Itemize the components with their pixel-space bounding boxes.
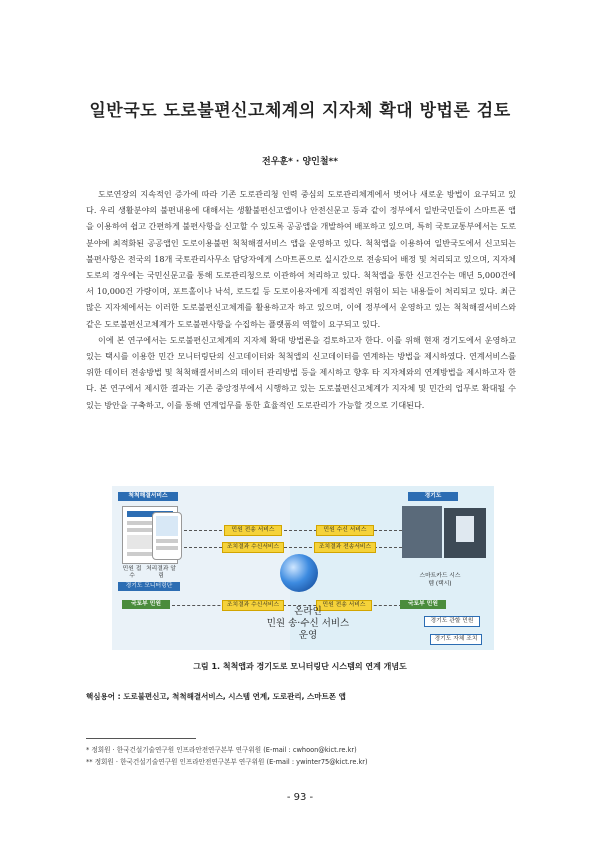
page-number: - 93 - bbox=[286, 792, 314, 803]
right-self-box: 경기도 자체 조치 bbox=[430, 634, 482, 645]
right-manage-box: 경기도 관할 민원 bbox=[424, 616, 480, 627]
arrow-row-2 bbox=[184, 547, 412, 548]
authors: 전우훈* · 양인철** bbox=[262, 157, 338, 167]
footnote-1: * 정회원 · 한국건설기술연구원 인프라안전연구본부 연구위원 (E-mail : cwhoon@kict.re.kr) bbox=[86, 746, 357, 754]
arrow3-right-label: 민원 전송 서비스 bbox=[316, 600, 372, 611]
footnote-divider bbox=[86, 738, 196, 739]
left-header: 척척해결서비스 bbox=[118, 492, 178, 501]
paragraph-2: 이에 본 연구에서는 도로불편신고체계의 지자체 확대 방법론을 검토하고자 한다. 이를 위해 현재 경기도에서 운영하고 있는 택시를 이용한 민간 모니터링단의 신고데이터와 척척앱의 신고데이터를 연계하는 방법을 제시하였다. 연계서비스를 위한 데이터 전송방법 및 척척해결서비스의 데이터 관리방법 등을 제시하고 향후 타 지자체와의 연계방법을 제시하고자 한다. 본 연구에서 제시한 결과는 기존 중앙정부에서 시행하고 있는 도로불편신고체계가 지자체 및 민간의 업무로 확대될 수 있는 방안을 구축하고, 이를 통해 연계업무를 통한 효율적인 도로관리가 가능할 것으로 기대된다. bbox=[86, 334, 516, 410]
arrow2-right-label: 조치결과 전송서비스 bbox=[314, 542, 376, 553]
arrow1-right-label: 민원 수신 서비스 bbox=[316, 525, 374, 536]
online-line-1: 온라인 bbox=[294, 606, 322, 617]
online-line-3: 운영 bbox=[298, 630, 318, 641]
globe-icon bbox=[280, 554, 318, 592]
label-result: 처리결과 알림 bbox=[146, 566, 176, 579]
figure-1 bbox=[112, 486, 494, 650]
keywords: 핵심용어 : 도로불편신고, 척척해결서비스, 시스템 연계, 도로관리, 스마트폰 앱 bbox=[86, 692, 346, 701]
online-line-2: 민원 송·수신 서비스 bbox=[266, 618, 350, 629]
device-screen bbox=[456, 516, 474, 542]
arrow2-left-label: 조치결과 수신서비스 bbox=[222, 542, 284, 553]
arrow3-left-label: 조치결과 수신서비스 bbox=[222, 600, 284, 611]
left-monitor-label: 경기도 모니터링단 bbox=[118, 582, 180, 591]
paragraph-1: 도로연장의 지속적인 증가에 따라 기존 도로관리청 인력 중심의 도로관리체계에서 벗어나 새로운 방법이 요구되고 있다. 우리 생활분야의 불편내용에 대해서는 생활불편신고앱이나 안전신문고 등과 같이 정부에서 일반국민들이 스마트폰 앱을 이용하여 쉽고 간편하게 불편사항을 신고할 수 있도록 공공앱을 개발하여 배포하고 있으며, 특히 국토교통부에서는 도로분야에 최적화된 공공앱인 도로이용불편 척척해결서비스 앱을 운영하고 있다. 척척앱을 이용하여 일반국도에서 신고되는 불편사항은 전국의 18개 국토관리사무소 담당자에게 스마트폰으로 실시간으로 전송되어 배정 및 처리되고 있으며, 지자체 도로의 경우에는 국민신문고를 통해 도로관리청으로 이관하여 처리하고 있다. 척척앱을 통한 신고건수는 매년 5,000건에서 10,000건 가량이며, 포트홀이나 낙석, 로드킬 등 도로이용자에게 직접적인 위험이 되는 내용들이 처리되고 있다. 최근 많은 지자체에서는 이러한 도로불편신고체계를 활용하고자 하고 있으며, 이에 정부에서 운영하고 있는 척척해결서비스와 같은 도로불편신고체계가 도로불편사항을 수집하는 플랫폼의 역할이 요구되고 있다. bbox=[86, 189, 516, 329]
footnote-2: ** 정회원 · 한국건설기술연구원 인프라안전연구본부 연구위원 (E-mail : ywinter75@kict.re.kr) bbox=[86, 758, 368, 766]
abstract-body bbox=[86, 186, 516, 413]
phone-app-screenshot-2 bbox=[152, 512, 182, 560]
right-ministry-box: 국토부 민원 bbox=[400, 600, 446, 609]
arrow-row-1 bbox=[184, 530, 412, 531]
left-ministry-box: 국토부 민원 bbox=[122, 600, 170, 609]
paper-title: 일반국도 도로불편신고체계의 지자체 확대 방법론 검토 bbox=[89, 101, 511, 121]
online-service-label bbox=[248, 606, 368, 642]
taxi-photo bbox=[402, 506, 442, 558]
right-header: 경기도 bbox=[408, 492, 458, 501]
arrow1-left-label: 민원 전송 서비스 bbox=[224, 525, 282, 536]
smartcard-system-label: 스마트카드 시스템 (택시) bbox=[419, 573, 461, 587]
label-receive: 민원 접수 bbox=[122, 566, 142, 579]
figure-caption: 그림 1. 척척앱과 경기도로 모니터링단 시스템의 연계 개념도 bbox=[193, 662, 407, 671]
